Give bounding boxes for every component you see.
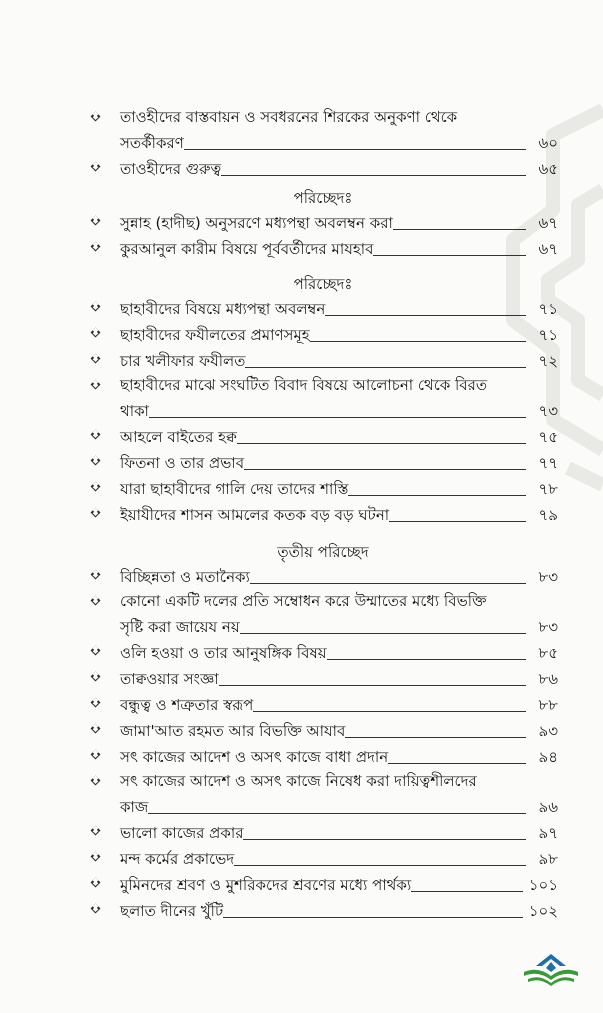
entry-title-line: ছাহাবীদের মাঝে সংঘটিত বিবাদ বিষয়ে আলোচনা থেকে বিরত [120, 376, 488, 394]
diamond-bullet-icon [91, 328, 101, 338]
diamond-bullet-icon [91, 878, 101, 888]
page-number: ৯৬ [538, 798, 558, 816]
toc-entry[interactable] [88, 211, 558, 237]
diamond-bullet-icon [91, 596, 101, 606]
dotted-leader [243, 839, 526, 840]
dotted-leader [219, 685, 526, 686]
dotted-leader [393, 229, 526, 230]
diamond-bullet-icon [91, 904, 101, 914]
diamond-bullet-icon [91, 826, 101, 836]
page-number: ৬৭ [538, 240, 558, 258]
entry-title: ছাহাবীদের বিষয়ে মধ্যপন্থা অবলম্বন [120, 300, 326, 318]
page-number: ৬০ [538, 134, 558, 152]
page-number: ৭১ [538, 326, 558, 344]
entry-title: ইয়াযীদের শাসন আমলের কতক বড় বড় ঘটনা [120, 506, 390, 524]
entry-title: তাক্বওয়ার সংজ্ঞা [120, 670, 219, 688]
diamond-bullet-icon [91, 216, 101, 226]
page-number: ৭১ [538, 300, 558, 318]
table-of-contents [88, 107, 558, 925]
entry-title: যারা ছাহাবীদের গালি দেয় তাদের শাস্তি [120, 480, 349, 498]
dotted-leader [389, 521, 526, 522]
dotted-leader [184, 149, 526, 150]
dotted-leader [411, 891, 523, 892]
section-heading: পরিচ্ছেদঃ [293, 275, 353, 293]
dotted-leader [310, 341, 526, 342]
dotted-leader [244, 469, 526, 470]
diamond-bullet-icon [91, 698, 101, 708]
dotted-leader [253, 711, 526, 712]
page-number: ৮৬ [538, 670, 558, 688]
page-number: ৮৫ [538, 644, 558, 662]
section-heading: তৃতীয় পরিচ্ছেদ [277, 543, 369, 561]
diamond-bullet-icon [91, 242, 101, 252]
page-number: ৯৭ [538, 824, 558, 842]
entry-title: থাকা [120, 402, 149, 420]
toc-entry[interactable] [88, 873, 558, 899]
page-number: ৭৫ [538, 428, 558, 446]
toc-entry[interactable] [88, 745, 558, 771]
entry-title: সৃষ্টি করা জায়েয নয় [120, 618, 240, 636]
page-number: ৭২ [538, 352, 558, 370]
publisher-logo-icon [522, 952, 580, 988]
page-number: ৭৮ [538, 480, 558, 498]
diamond-bullet-icon [91, 482, 101, 492]
page-number: ৮৮ [538, 696, 558, 714]
page-number: ৯৮ [538, 850, 558, 868]
diamond-bullet-icon [91, 776, 101, 786]
entry-title-line: কোনো একটি দলের প্রতি সম্বোধন করে উম্মাতের মধ্যে বিভক্তি [120, 592, 487, 610]
toc-entry[interactable] [88, 477, 558, 503]
entry-title: ছাহাবীদের ফযীলতের প্রমাণসমূহ [120, 326, 310, 344]
entry-title: মুমিনদের শ্রবণ ও মুশরিকদের শ্রবণের মধ্যে পার্থক্য [120, 876, 412, 894]
page-number: ১০১ [528, 876, 558, 894]
entry-title: কাজ [120, 798, 149, 816]
toc-entry[interactable] [88, 323, 558, 349]
toc-entry[interactable] [88, 107, 558, 157]
dotted-leader [221, 175, 526, 176]
toc-entry[interactable] [88, 899, 558, 925]
dotted-leader [327, 659, 526, 660]
diamond-bullet-icon [91, 456, 101, 466]
toc-entry[interactable] [88, 297, 558, 323]
page-number: ৭৭ [538, 454, 558, 472]
diamond-bullet-icon [91, 750, 101, 760]
entry-title: সুন্নাহ (হাদীছ) অনুসরণে মধ্যপন্থা অবলম্বন করা [120, 214, 393, 232]
toc-entry[interactable] [88, 693, 558, 719]
toc-entry[interactable] [88, 641, 558, 667]
dotted-leader [348, 495, 526, 496]
page-number: ৬৭ [538, 214, 558, 232]
dotted-leader [325, 315, 526, 316]
dotted-leader [373, 255, 526, 256]
entry-title: মন্দ কর্মের প্রকাভেদ [120, 850, 235, 868]
page-number: ৮৩ [538, 618, 558, 636]
dotted-leader [223, 917, 523, 918]
toc-entry[interactable] [88, 591, 558, 641]
toc-entry[interactable] [88, 771, 558, 821]
entry-title: সৎ কাজের আদেশ ও অসৎ কাজে বাধা প্রদান [120, 748, 389, 766]
dotted-leader [345, 737, 526, 738]
dotted-leader [250, 583, 526, 584]
diamond-bullet-icon [91, 162, 101, 172]
entry-title: ভালো কাজের প্রকার [120, 824, 244, 842]
dotted-leader [237, 443, 526, 444]
page-number: ১০২ [528, 902, 558, 920]
diamond-bullet-icon [91, 430, 101, 440]
toc-entry[interactable] [88, 451, 558, 477]
entry-title: ছলাত দীনের খুঁটি [120, 902, 224, 920]
diamond-bullet-icon [91, 112, 101, 122]
diamond-bullet-icon [91, 646, 101, 656]
dotted-leader [148, 813, 526, 814]
dotted-leader [240, 633, 526, 634]
toc-entry[interactable] [88, 565, 558, 591]
toc-entry[interactable] [88, 821, 558, 847]
section-heading: পরিচ্ছেদঃ [293, 189, 353, 207]
page-number: ৭৩ [538, 402, 558, 420]
diamond-bullet-icon [91, 354, 101, 364]
page-number: ৭৯ [538, 506, 558, 524]
diamond-bullet-icon [91, 508, 101, 518]
entry-title: সতর্কীকরণ [120, 134, 184, 152]
diamond-bullet-icon [91, 302, 101, 312]
toc-entry[interactable] [88, 425, 558, 451]
page-number: ৬৫ [538, 160, 558, 178]
dotted-leader [234, 865, 526, 866]
toc-entry[interactable] [88, 719, 558, 745]
entry-title: জামা'আত রহমত আর বিভক্তি আযাব [120, 722, 346, 740]
entry-title: তাওহীদের গুরুত্ব [120, 160, 222, 178]
toc-entry[interactable] [88, 667, 558, 693]
dotted-leader [388, 763, 526, 764]
entry-title: কুরআনুল কারীম বিষয়ে পূর্ববর্তীদের মাযহাব [120, 240, 374, 258]
page-number: ৮৩ [538, 568, 558, 586]
toc-entry[interactable] [88, 157, 558, 183]
diamond-bullet-icon [91, 852, 101, 862]
toc-entry[interactable] [88, 237, 558, 263]
entry-title: চার খলীফার ফযীলত [120, 352, 246, 370]
dotted-leader [245, 367, 526, 368]
diamond-bullet-icon [91, 724, 101, 734]
entry-title: ওলি হওয়া ও তার আনুষঙ্গিক বিষয় [120, 644, 327, 662]
diamond-bullet-icon [91, 380, 101, 390]
entry-title-line: তাওহীদের বাস্তবায়ন ও সবধরনের শিরকের অনুকণা থেকে [120, 108, 458, 126]
entry-title-line: সৎ কাজের আদেশ ও অসৎ কাজে নিষেধ করা দায়িত্বশীলদের [120, 772, 477, 790]
diamond-bullet-icon [91, 570, 101, 580]
toc-entry[interactable] [88, 349, 558, 375]
page-number: ৯৪ [538, 748, 558, 766]
diamond-bullet-icon [91, 672, 101, 682]
toc-entry[interactable] [88, 375, 558, 425]
entry-title: বন্ধুত্ব ও শত্রুতার স্বরূপ [120, 696, 254, 714]
toc-entry[interactable] [88, 503, 558, 529]
toc-entry[interactable] [88, 847, 558, 873]
dotted-leader [149, 417, 526, 418]
page-number: ৯৩ [538, 722, 558, 740]
entry-title: ফিতনা ও তার প্রভাব [120, 454, 245, 472]
entry-title: আহলে বাইতের হক্ব [120, 428, 237, 446]
entry-title: বিচ্ছিন্নতা ও মতানৈক্য [120, 568, 250, 586]
